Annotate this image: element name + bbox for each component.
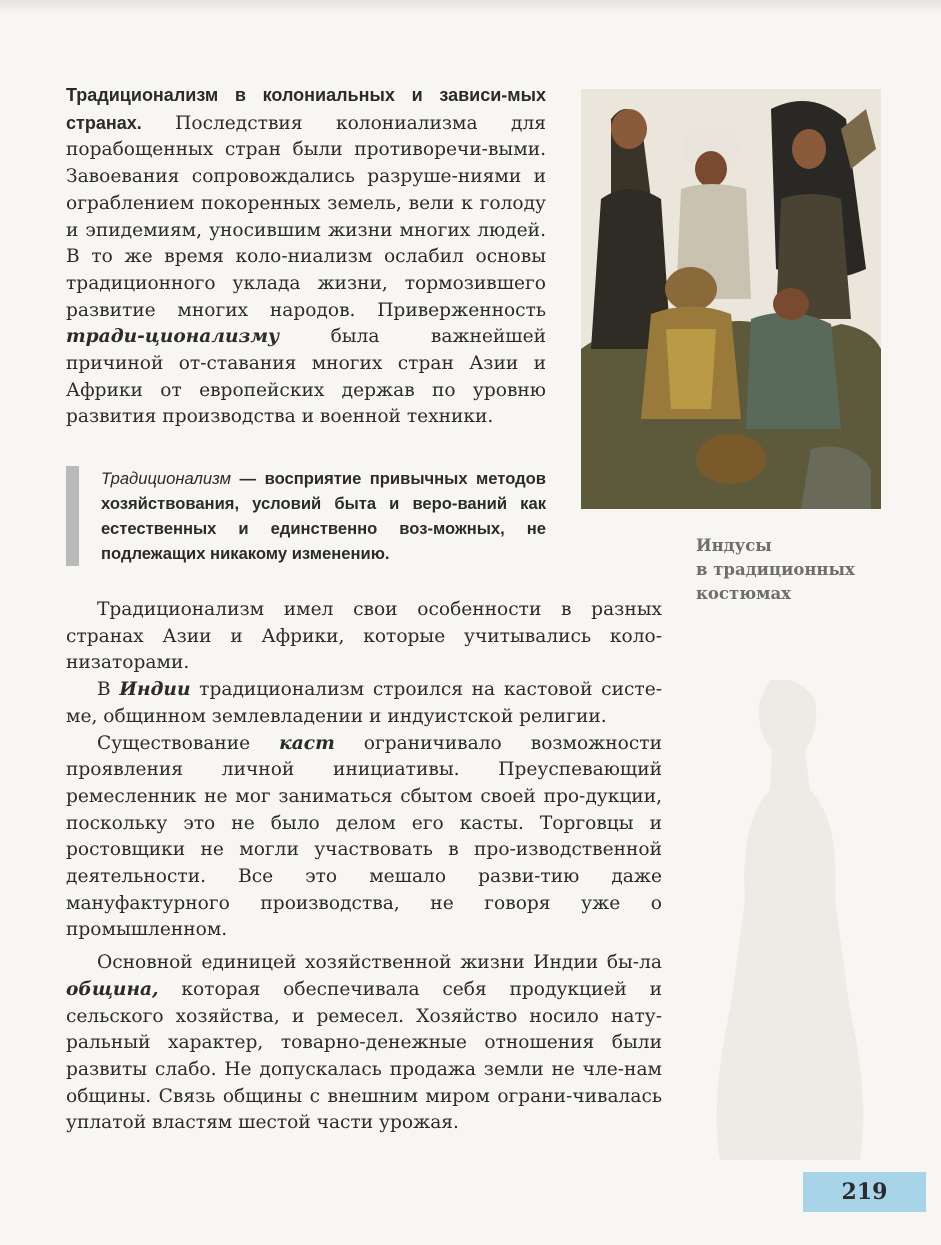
caption-line: Индусы — [696, 536, 772, 555]
term-community: община, — [66, 978, 159, 1000]
figure-caption — [696, 534, 896, 606]
definition-term: Традиционализм — [101, 469, 232, 488]
intro-tail: была важнейшей причиной от-ставания многих стран Азии и Африки от европейских держав по уровню развития производства и военной техники. — [66, 326, 546, 428]
definition-text: — восприятие привычных методов хозяйствования, условий быта и веро-ваний как естественных и единственно воз-можных, не подлежащих никакому изменению. — [101, 469, 546, 563]
paragraph-india — [66, 677, 662, 730]
paragraph-text: традиционализм строился на кастовой систе-ме, общинном землевладении и индуистской религии. — [66, 679, 662, 727]
paragraph-text: которая обеспечивала себя продукцией и сельского хозяйства, и ремесел. Хозяйство носило нату-ральный характер, товарно-денежные отношения были развиты слабо. Не допускалась продажа земли не чле-нам общины. Связь общины с внешним миром ограни-чивалась уплатой властям шестой части урожая. — [66, 978, 662, 1134]
intro-text: Последствия колониализма для порабощенных стран были противоречи-выми. Завоевания сопровождались разруше-ниями и ограблением покоренных земель, вели к голоду и эпидемиям, уносившим жизни многих людей. В то же время коло-ниализм ослабил основы традиционного уклада жизни, тормозившего развитие многих народов. Приверженность — [66, 112, 546, 321]
paragraph-text: ограничивало возможности проявления личной инициативы. Преуспевающий ремесленник не мог заниматься сбытом своей про-дукции, поскольку это не было делом его касты. Торговцы и ростовщики не могли участвовать в про-изводственной деятельности. Все это мешало разви-тию даже мануфактурного производства, не говоря уже о промышленном. — [66, 732, 662, 941]
intro-section — [66, 82, 546, 431]
page-top-shadow — [0, 0, 941, 14]
page-number — [803, 1172, 926, 1212]
section-heading: Традиционализм в колониальных и зависи-мых странах. — [66, 85, 546, 133]
term-traditionalism: тради-ционализму — [66, 326, 280, 348]
caption-line: в традиционных — [696, 560, 855, 579]
watermark-figure-icon — [700, 680, 880, 1160]
caption-line: костюмах — [696, 584, 791, 603]
page-number-text: 219 — [841, 1179, 888, 1205]
paragraph-community — [66, 950, 662, 1137]
term-castes: каст — [279, 732, 335, 754]
paragraph-text: Основной единицей хозяйственной жизни Индии бы-ла — [97, 952, 662, 974]
paragraph-text: Существование — [97, 732, 251, 754]
body-section — [66, 597, 662, 1137]
paragraph-castes — [66, 731, 662, 945]
intro-paragraph — [66, 82, 546, 431]
paragraph-text: В — [97, 679, 111, 701]
definition-box — [66, 466, 546, 566]
people-in-costumes-icon — [581, 89, 881, 509]
term-india: Индии — [119, 679, 191, 701]
paragraph-features: Традиционализм имел свои особенности в разных странах Азии и Африки, которые учитывались коло-низаторами. — [66, 599, 662, 674]
figure-illustration — [581, 89, 881, 509]
